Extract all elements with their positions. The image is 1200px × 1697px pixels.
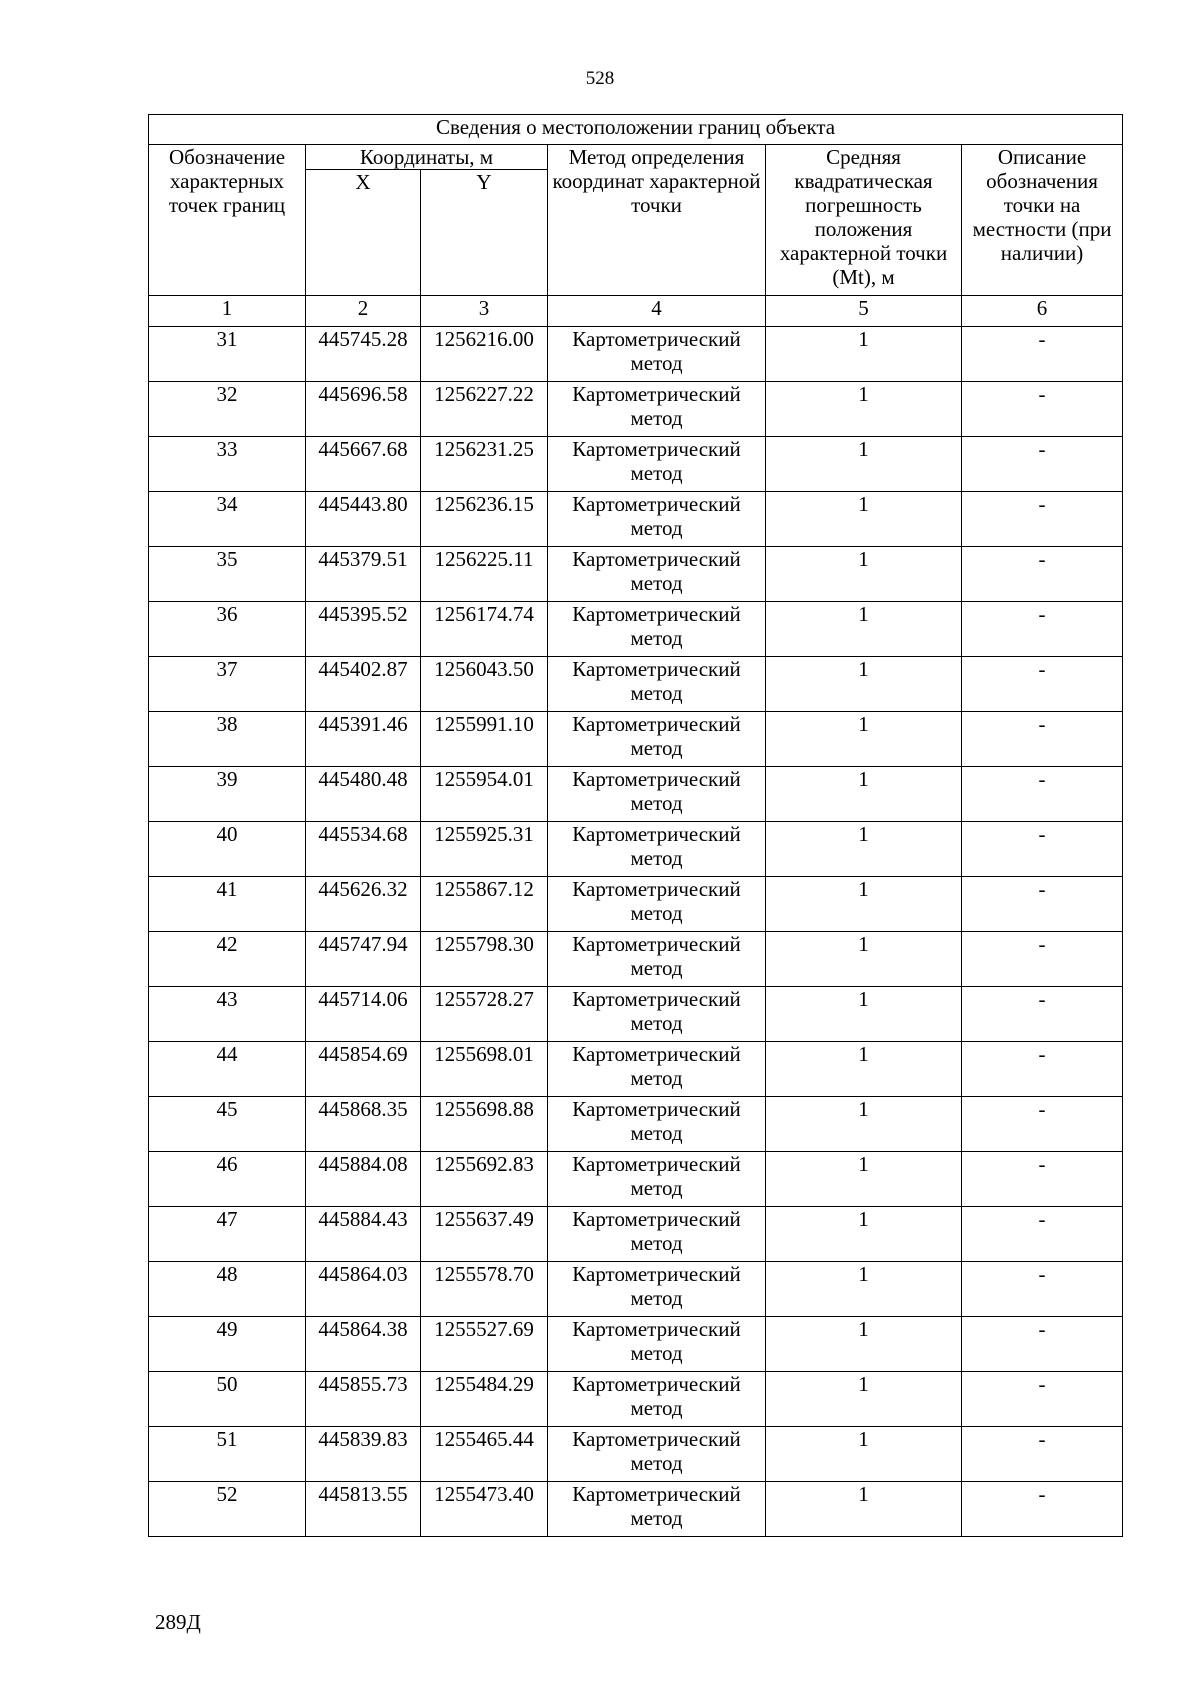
method-cell: Картометрический метод [548, 1207, 766, 1262]
table-row [149, 767, 1123, 822]
error-cell: 1 [766, 657, 962, 712]
y-coordinate-cell: 1256227.22 [421, 382, 548, 437]
point-cell: 49 [149, 1317, 306, 1372]
description-cell: - [962, 822, 1123, 877]
method-cell: Картометрический метод [548, 1262, 766, 1317]
point-cell: 33 [149, 437, 306, 492]
table-row [149, 602, 1123, 657]
method-cell: Картометрический метод [548, 822, 766, 877]
header-description: Описание обозначения точки на местности (при наличии) [962, 145, 1123, 296]
error-cell: 1 [766, 437, 962, 492]
table-row [149, 492, 1123, 547]
y-coordinate-cell: 1255527.69 [421, 1317, 548, 1372]
method-cell: Картометрический метод [548, 767, 766, 822]
description-cell: - [962, 492, 1123, 547]
method-cell: Картометрический метод [548, 1042, 766, 1097]
point-cell: 43 [149, 987, 306, 1042]
method-cell: Картометрический метод [548, 1097, 766, 1152]
description-cell: - [962, 1372, 1123, 1427]
column-number: 3 [421, 296, 548, 327]
table-title: Сведения о местоположении границ объекта [149, 115, 1123, 145]
table-row [149, 657, 1123, 712]
error-cell: 1 [766, 767, 962, 822]
y-coordinate-cell: 1255484.29 [421, 1372, 548, 1427]
table-row [149, 1042, 1123, 1097]
y-coordinate-cell: 1255465.44 [421, 1427, 548, 1482]
y-coordinate-cell: 1256174.74 [421, 602, 548, 657]
header-error: Средняя квадратическая погрешность положения характерной точки (Mt), м [766, 145, 962, 296]
error-cell: 1 [766, 1042, 962, 1097]
point-cell: 42 [149, 932, 306, 987]
x-coordinate-cell: 445855.73 [306, 1372, 421, 1427]
y-coordinate-cell: 1255798.30 [421, 932, 548, 987]
header-method: Метод определения координат характерной точки [548, 145, 766, 296]
error-cell: 1 [766, 1317, 962, 1372]
point-cell: 32 [149, 382, 306, 437]
table-row [149, 1262, 1123, 1317]
document-code: 289Д [155, 1610, 201, 1634]
x-coordinate-cell: 445395.52 [306, 602, 421, 657]
method-cell: Картометрический метод [548, 1482, 766, 1537]
error-cell: 1 [766, 327, 962, 382]
point-cell: 34 [149, 492, 306, 547]
x-coordinate-cell: 445714.06 [306, 987, 421, 1042]
x-coordinate-cell: 445696.58 [306, 382, 421, 437]
table-row [149, 327, 1123, 382]
y-coordinate-cell: 1255954.01 [421, 767, 548, 822]
error-cell: 1 [766, 987, 962, 1042]
method-cell: Картометрический метод [548, 1427, 766, 1482]
description-cell: - [962, 382, 1123, 437]
description-cell: - [962, 1262, 1123, 1317]
description-cell: - [962, 932, 1123, 987]
point-cell: 40 [149, 822, 306, 877]
x-coordinate-cell: 445854.69 [306, 1042, 421, 1097]
table-row [149, 877, 1123, 932]
description-cell: - [962, 602, 1123, 657]
table-row [149, 1372, 1123, 1427]
method-cell: Картометрический метод [548, 657, 766, 712]
y-coordinate-cell: 1256231.25 [421, 437, 548, 492]
description-cell: - [962, 1042, 1123, 1097]
error-cell: 1 [766, 1482, 962, 1537]
column-number: 4 [548, 296, 766, 327]
column-number: 6 [962, 296, 1123, 327]
x-coordinate-cell: 445443.80 [306, 492, 421, 547]
x-coordinate-cell: 445884.43 [306, 1207, 421, 1262]
column-number: 5 [766, 296, 962, 327]
description-cell: - [962, 1207, 1123, 1262]
description-cell: - [962, 1482, 1123, 1537]
x-coordinate-cell: 445868.35 [306, 1097, 421, 1152]
header-x: X [306, 170, 421, 296]
point-cell: 48 [149, 1262, 306, 1317]
table-row [149, 1427, 1123, 1482]
point-cell: 31 [149, 327, 306, 382]
table-row [149, 1317, 1123, 1372]
description-cell: - [962, 987, 1123, 1042]
method-cell: Картометрический метод [548, 382, 766, 437]
description-cell: - [962, 767, 1123, 822]
error-cell: 1 [766, 1372, 962, 1427]
x-coordinate-cell: 445839.83 [306, 1427, 421, 1482]
y-coordinate-cell: 1255473.40 [421, 1482, 548, 1537]
description-cell: - [962, 327, 1123, 382]
method-cell: Картометрический метод [548, 1372, 766, 1427]
x-coordinate-cell: 445534.68 [306, 822, 421, 877]
method-cell: Картометрический метод [548, 547, 766, 602]
point-cell: 38 [149, 712, 306, 767]
method-cell: Картометрический метод [548, 602, 766, 657]
header-designation: Обозначение характерных точек границ [149, 145, 306, 296]
table-row [149, 437, 1123, 492]
y-coordinate-cell: 1255692.83 [421, 1152, 548, 1207]
description-cell: - [962, 437, 1123, 492]
y-coordinate-cell: 1255578.70 [421, 1262, 548, 1317]
description-cell: - [962, 712, 1123, 767]
error-cell: 1 [766, 382, 962, 437]
method-cell: Картометрический метод [548, 1152, 766, 1207]
point-cell: 44 [149, 1042, 306, 1097]
method-cell: Картометрический метод [548, 1317, 766, 1372]
error-cell: 1 [766, 547, 962, 602]
x-coordinate-cell: 445745.28 [306, 327, 421, 382]
x-coordinate-cell: 445626.32 [306, 877, 421, 932]
method-cell: Картометрический метод [548, 327, 766, 382]
method-cell: Картометрический метод [548, 437, 766, 492]
y-coordinate-cell: 1255867.12 [421, 877, 548, 932]
description-cell: - [962, 1317, 1123, 1372]
x-coordinate-cell: 445379.51 [306, 547, 421, 602]
table-row [149, 712, 1123, 767]
point-cell: 51 [149, 1427, 306, 1482]
method-cell: Картометрический метод [548, 932, 766, 987]
error-cell: 1 [766, 877, 962, 932]
description-cell: - [962, 877, 1123, 932]
y-coordinate-cell: 1255637.49 [421, 1207, 548, 1262]
y-coordinate-cell: 1255698.01 [421, 1042, 548, 1097]
error-cell: 1 [766, 602, 962, 657]
y-coordinate-cell: 1255728.27 [421, 987, 548, 1042]
point-cell: 47 [149, 1207, 306, 1262]
point-cell: 41 [149, 877, 306, 932]
header-coordinates: Координаты, м [306, 145, 548, 170]
description-cell: - [962, 1152, 1123, 1207]
boundary-coordinates-table [148, 114, 1123, 1537]
table-row [149, 822, 1123, 877]
x-coordinate-cell: 445864.38 [306, 1317, 421, 1372]
error-cell: 1 [766, 1207, 962, 1262]
y-coordinate-cell: 1255925.31 [421, 822, 548, 877]
point-cell: 36 [149, 602, 306, 657]
header-y: Y [421, 170, 548, 296]
point-cell: 39 [149, 767, 306, 822]
table-row [149, 932, 1123, 987]
y-coordinate-cell: 1256236.15 [421, 492, 548, 547]
y-coordinate-cell: 1255698.88 [421, 1097, 548, 1152]
x-coordinate-cell: 445480.48 [306, 767, 421, 822]
x-coordinate-cell: 445667.68 [306, 437, 421, 492]
page-number: 528 [585, 68, 615, 89]
y-coordinate-cell: 1255991.10 [421, 712, 548, 767]
table-row [149, 987, 1123, 1042]
method-cell: Картометрический метод [548, 987, 766, 1042]
description-cell: - [962, 547, 1123, 602]
table-row [149, 1482, 1123, 1537]
method-cell: Картометрический метод [548, 712, 766, 767]
point-cell: 35 [149, 547, 306, 602]
x-coordinate-cell: 445391.46 [306, 712, 421, 767]
y-coordinate-cell: 1256043.50 [421, 657, 548, 712]
x-coordinate-cell: 445747.94 [306, 932, 421, 987]
point-cell: 45 [149, 1097, 306, 1152]
y-coordinate-cell: 1256216.00 [421, 327, 548, 382]
x-coordinate-cell: 445884.08 [306, 1152, 421, 1207]
description-cell: - [962, 1097, 1123, 1152]
x-coordinate-cell: 445402.87 [306, 657, 421, 712]
point-cell: 52 [149, 1482, 306, 1537]
error-cell: 1 [766, 1097, 962, 1152]
table-row [149, 382, 1123, 437]
error-cell: 1 [766, 1152, 962, 1207]
y-coordinate-cell: 1256225.11 [421, 547, 548, 602]
error-cell: 1 [766, 932, 962, 987]
table-row [149, 1152, 1123, 1207]
table-row [149, 1097, 1123, 1152]
method-cell: Картометрический метод [548, 877, 766, 932]
table-row [149, 547, 1123, 602]
error-cell: 1 [766, 712, 962, 767]
error-cell: 1 [766, 1427, 962, 1482]
point-cell: 37 [149, 657, 306, 712]
x-coordinate-cell: 445813.55 [306, 1482, 421, 1537]
column-number: 2 [306, 296, 421, 327]
point-cell: 46 [149, 1152, 306, 1207]
x-coordinate-cell: 445864.03 [306, 1262, 421, 1317]
method-cell: Картометрический метод [548, 492, 766, 547]
description-cell: - [962, 1427, 1123, 1482]
error-cell: 1 [766, 822, 962, 877]
point-cell: 50 [149, 1372, 306, 1427]
column-number: 1 [149, 296, 306, 327]
table-row [149, 1207, 1123, 1262]
description-cell: - [962, 657, 1123, 712]
error-cell: 1 [766, 1262, 962, 1317]
error-cell: 1 [766, 492, 962, 547]
